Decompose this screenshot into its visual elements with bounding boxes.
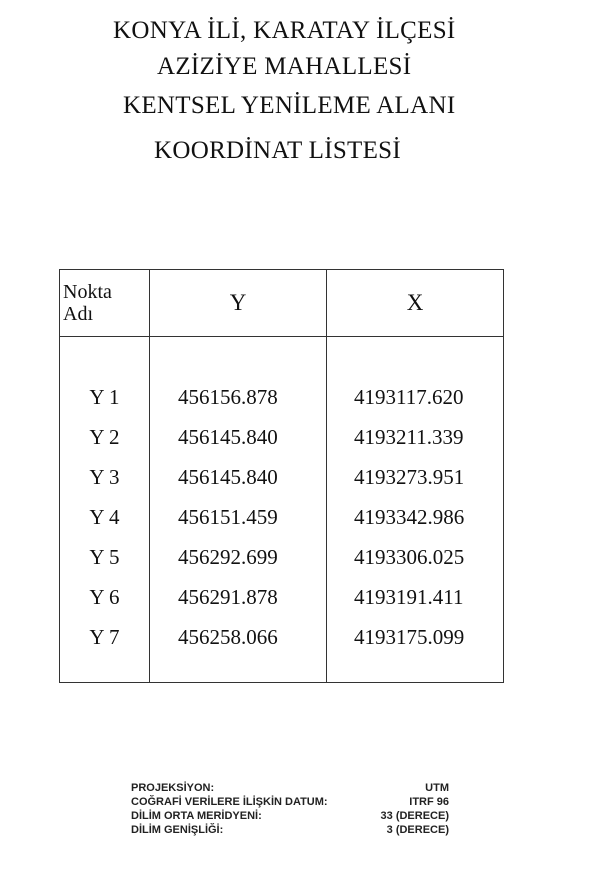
projection-info-label: COĞRAFİ VERİLERE İLİŞKİN DATUM:: [131, 796, 328, 808]
table-row: [60, 377, 504, 417]
table-row: [60, 617, 504, 657]
table-row: [60, 577, 504, 617]
point-name-cell: Y 3: [60, 457, 150, 497]
projection-info-value: 33 (DERECE): [380, 810, 449, 822]
point-name-cell: Y 1: [60, 377, 150, 417]
x-coordinate-cell: 4193306.025: [327, 537, 504, 577]
point-name-cell: Y 7: [60, 617, 150, 657]
table-row: [60, 417, 504, 457]
x-coordinate-cell: 4193342.986: [327, 497, 504, 537]
point-name-cell: Y 5: [60, 537, 150, 577]
header-x: X: [327, 270, 504, 337]
point-name-cell: Y 4: [60, 497, 150, 537]
y-coordinate-cell: 456145.840: [150, 417, 327, 457]
table-row: [60, 497, 504, 537]
y-coordinate-cell: 456258.066: [150, 617, 327, 657]
title-line-2: AZİZİYE MAHALLESİ: [157, 53, 412, 80]
title-line-1: KONYA İLİ, KARATAY İLÇESİ: [113, 17, 456, 44]
table-row: [60, 537, 504, 577]
projection-info-row: [131, 781, 449, 795]
title-line-3: KENTSEL YENİLEME ALANI: [123, 92, 456, 119]
x-coordinate-cell: 4193211.339: [327, 417, 504, 457]
y-coordinate-cell: 456292.699: [150, 537, 327, 577]
projection-info-label: PROJEKSİYON:: [131, 782, 215, 794]
projection-info-label: DİLİM ORTA MERİDYENİ:: [131, 810, 262, 822]
x-coordinate-cell: 4193191.411: [327, 577, 504, 617]
projection-info-value: UTM: [425, 782, 449, 794]
y-coordinate-cell: 456291.878: [150, 577, 327, 617]
projection-info-row: [131, 795, 449, 809]
projection-info: [131, 781, 449, 837]
x-coordinate-cell: 4193273.951: [327, 457, 504, 497]
y-coordinate-cell: 456156.878: [150, 377, 327, 417]
projection-info-label: DİLİM GENİŞLİĞİ:: [131, 824, 224, 836]
table-header-row: [60, 270, 504, 337]
y-coordinate-cell: 456145.840: [150, 457, 327, 497]
header-y: Y: [150, 270, 327, 337]
projection-info-row: [131, 809, 449, 823]
projection-info-value: 3 (DERECE): [386, 824, 449, 836]
title-line-4: KOORDİNAT LİSTESİ: [154, 137, 401, 164]
table-row: [60, 457, 504, 497]
header-point-name: [60, 270, 150, 337]
header-point-name-line1: Nokta: [63, 281, 112, 303]
projection-info-value: ITRF 96: [409, 796, 449, 808]
header-point-name-line2: Adı: [63, 303, 93, 325]
y-coordinate-cell: 456151.459: [150, 497, 327, 537]
coordinate-table: [59, 269, 504, 683]
x-coordinate-cell: 4193175.099: [327, 617, 504, 657]
point-name-cell: Y 6: [60, 577, 150, 617]
projection-info-row: [131, 823, 449, 837]
point-name-cell: Y 2: [60, 417, 150, 457]
x-coordinate-cell: 4193117.620: [327, 377, 504, 417]
